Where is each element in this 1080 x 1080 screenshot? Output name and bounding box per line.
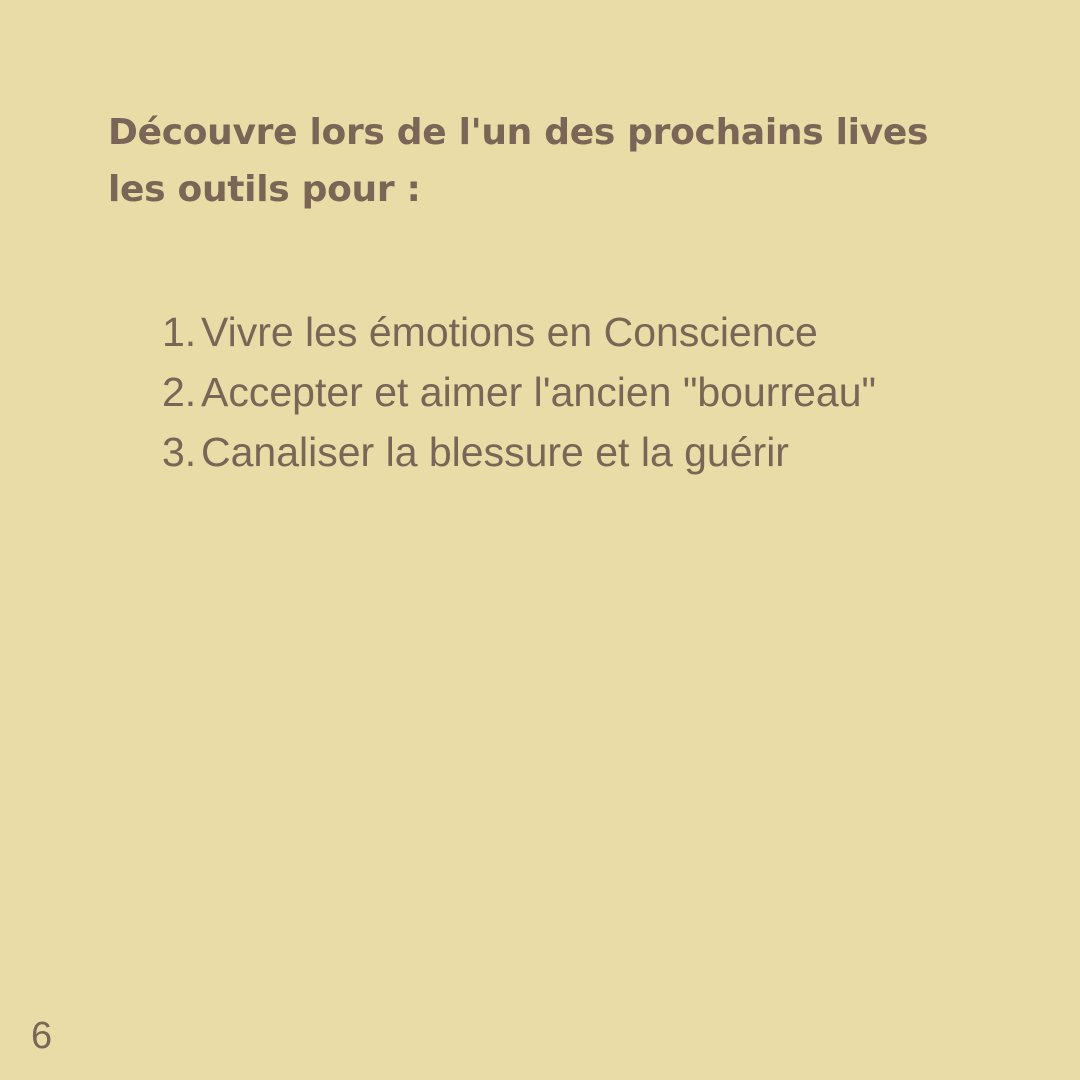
page-number: 6 (31, 1015, 53, 1057)
list-item (162, 422, 982, 482)
list-item (162, 362, 982, 422)
list-item-text: Canaliser la blessure et la guérir (201, 429, 789, 475)
list-item-number: 1. (162, 309, 197, 355)
slide-heading (108, 104, 968, 218)
tool-list (162, 302, 982, 482)
list-item-text: Accepter et aimer l'ancien "bourreau" (201, 369, 877, 415)
list-item (162, 302, 982, 362)
heading-line-1: Découvre lors de l'un des prochains lives (108, 112, 929, 153)
list-item-number: 3. (162, 429, 197, 475)
heading-line-2: les outils pour : (108, 169, 421, 210)
list-item-number: 2. (162, 369, 197, 415)
list-item-text: Vivre les émotions en Conscience (201, 309, 818, 355)
